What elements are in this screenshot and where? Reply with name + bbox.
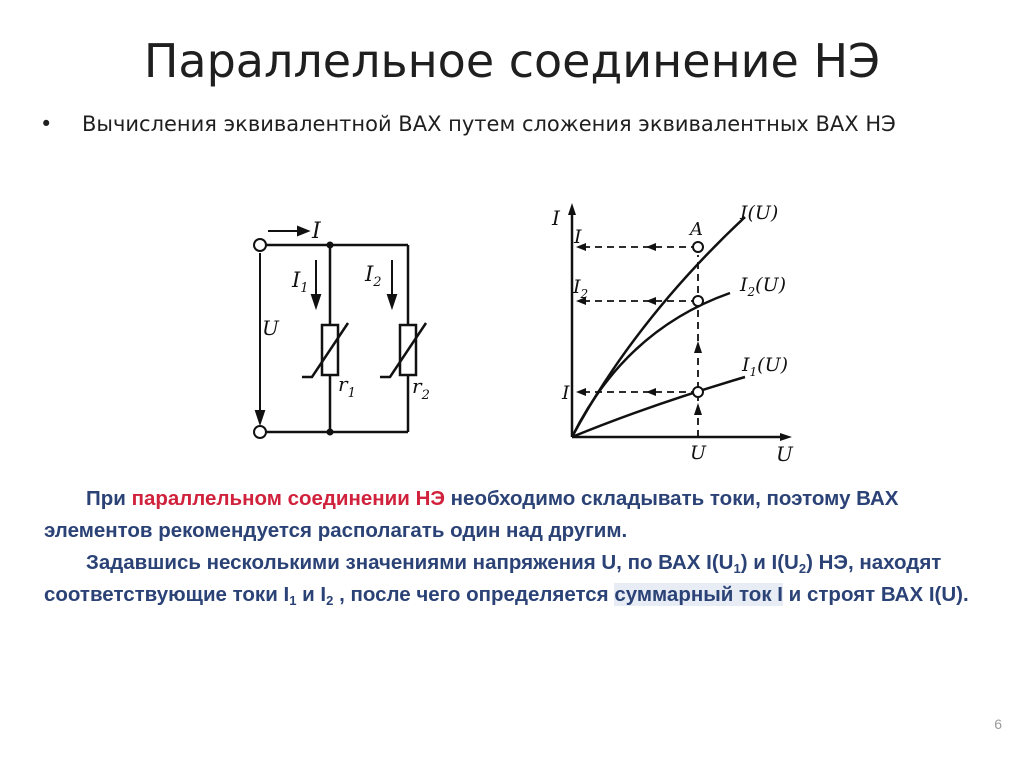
label-r1: $r_1$	[338, 372, 356, 401]
tick-label-i: I	[574, 226, 582, 248]
description-text	[44, 483, 984, 611]
junction-top	[327, 242, 334, 249]
input-terminal-bottom	[254, 426, 266, 438]
label-voltage: U	[262, 316, 279, 340]
label-i2: $I_2$	[365, 262, 382, 290]
curve-i1-label: $I_1(U)$	[742, 354, 788, 379]
point-a	[693, 242, 703, 252]
point-a-label: A	[690, 219, 703, 240]
highlight-parallel-connection: параллельном соединении НЭ	[131, 487, 445, 510]
slide-title: Параллельное соединение НЭ	[143, 34, 881, 88]
point-i1	[693, 387, 703, 397]
page-number: 6	[994, 716, 1002, 732]
point-i2	[693, 296, 703, 306]
curve-i2	[572, 293, 730, 437]
curve-i2-label: $I_2(U)$	[740, 274, 786, 299]
iv-graph	[540, 195, 800, 470]
y-axis-label: I	[552, 206, 560, 230]
junction-bottom	[327, 429, 334, 436]
bullet-icon: •	[40, 112, 53, 136]
bullet-text: Вычисления эквивалентной ВАХ путем сложения эквивалентных ВАХ НЭ	[82, 112, 896, 136]
label-i1: $I_1$	[292, 268, 309, 296]
x-axis-label: U	[776, 442, 793, 466]
label-r2: $r_2$	[412, 374, 430, 403]
circuit-diagram	[240, 205, 440, 455]
description-paragraph-1: При параллельном соединении НЭ необходимо складывать токи, поэтому ВАХ элементов рекомендуется располагать один над другим.	[44, 487, 899, 542]
tick-label-u: U	[690, 442, 707, 464]
tick-label-i-low: I	[562, 382, 570, 404]
curve-i1	[572, 377, 745, 437]
tick-label-i2: $I_2$	[573, 276, 589, 301]
label-total-current: I	[312, 219, 321, 244]
input-terminal-top	[254, 239, 266, 251]
highlight-total-current: суммарный ток I	[614, 583, 783, 606]
description-paragraph-2: Задавшись несколькими значениями напряжения U, по ВАХ $I(U_1)$ и $I(U_2)$ НЭ, находят соответствующие токи $I_1$ и $I_2$ , после чего определяется суммарный ток I и строят ВАХ I(U).	[44, 551, 969, 608]
curve-i-label: I(U)	[740, 202, 779, 224]
bullet-item	[40, 112, 1000, 136]
